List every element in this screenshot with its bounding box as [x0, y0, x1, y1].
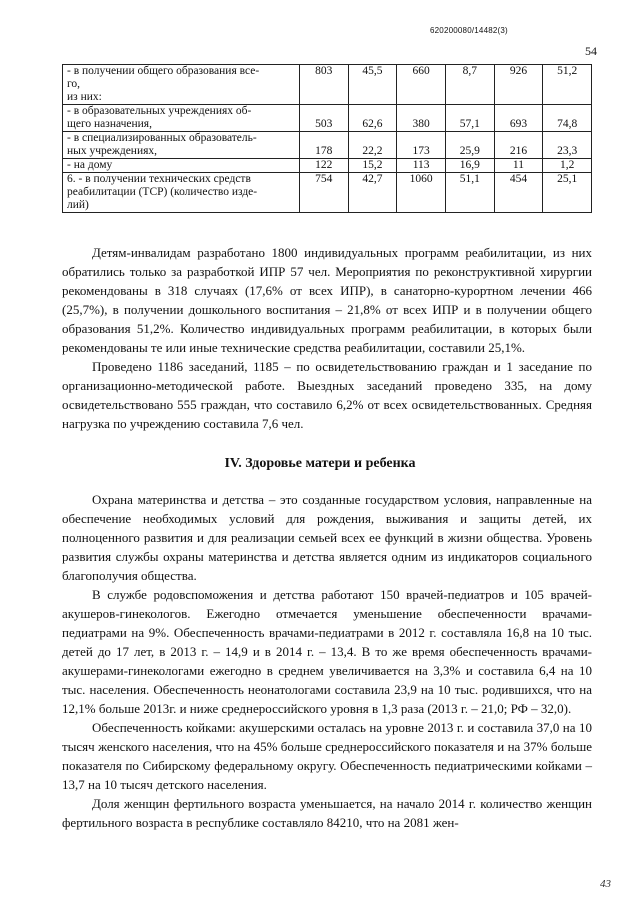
cell-value: 1,2 — [559, 159, 575, 171]
cell-value: 57,1 — [459, 118, 480, 130]
cell-spacer — [450, 132, 490, 145]
row-label — [63, 159, 300, 173]
table-row — [63, 132, 592, 159]
cell-spacer — [401, 132, 441, 145]
table-cell — [445, 173, 494, 213]
table-cell — [299, 159, 348, 173]
paragraph: Доля женщин фертильного возраста уменьшается, на начало 2014 г. количество женщин фертильного возраста в республике составляло 84210, что на 2081 жен- — [62, 796, 592, 830]
cell-spacer — [353, 132, 393, 145]
cell-value: 16,9 — [459, 159, 480, 171]
table-cell — [543, 105, 592, 132]
cell-value: 42,7 — [362, 173, 383, 185]
cell-value: 926 — [509, 65, 528, 77]
row-label — [63, 105, 300, 132]
table-cell — [397, 173, 446, 213]
cell-value: 62,6 — [362, 118, 383, 130]
table-cell — [494, 132, 543, 159]
table-cell — [494, 173, 543, 213]
table-cell — [494, 159, 543, 173]
cell-value: 51,1 — [459, 173, 480, 185]
table-row — [63, 105, 592, 132]
table-cell — [543, 132, 592, 159]
cell-spacer — [547, 105, 587, 118]
cell-value: 216 — [509, 145, 528, 157]
paragraph: Проведено 1186 заседаний, 1185 – по освидетельствованию граждан и 1 заседание по организационно-методической работе. Выездных заседаний проведено 335, на дому освидетельствовано 555 граждан, что составило 6,2% от всех освидетельствованных. Средняя нагрузка по учреждению составила 7,6 чел. — [62, 359, 592, 431]
corner-mark: 43 — [600, 878, 611, 890]
table-cell — [397, 105, 446, 132]
table-cell — [445, 132, 494, 159]
table-cell — [397, 65, 446, 105]
table-cell — [445, 159, 494, 173]
cell-value: 25,1 — [557, 173, 578, 185]
row-label-line: ных учреждениях, — [67, 145, 158, 157]
cell-spacer — [304, 105, 344, 118]
row-label — [63, 132, 300, 159]
paragraph: Охрана материнства и детства – это созданные государством условия, направленные на обеспечение необходимых условий для рождения, выживания и защиты детей, их полноценного развития и для реализации семьей всех ее функций в жизни общества. Уровень развития службы охраны материнства и детства является одним из индикаторов социального благополучия общества. — [62, 492, 592, 583]
row-label-line: - на дому — [67, 159, 113, 171]
cell-value: 803 — [315, 65, 333, 77]
cell-value: 74,8 — [557, 118, 578, 130]
cell-value: 22,2 — [362, 145, 383, 157]
cell-value: 380 — [412, 118, 430, 130]
table-cell — [348, 65, 397, 105]
statistics-table — [62, 64, 592, 213]
section-heading: IV. Здоровье матери и ребенка — [224, 456, 416, 471]
row-label-line: - в получении общего образования все- — [67, 65, 260, 77]
cell-value: 11 — [512, 159, 524, 171]
document-id: 620200080/14482(3) — [430, 26, 508, 35]
cell-value: 23,3 — [557, 145, 578, 157]
table-row — [63, 173, 592, 213]
section-rehabilitation — [62, 243, 592, 433]
row-label-line: из них: — [67, 91, 102, 103]
table-cell — [348, 132, 397, 159]
table-cell — [348, 173, 397, 213]
table-cell — [543, 65, 592, 105]
row-label-line: го, — [67, 78, 81, 90]
cell-value: 503 — [315, 118, 333, 130]
cell-spacer — [499, 132, 539, 145]
table-row — [63, 65, 592, 105]
cell-value: 51,2 — [557, 65, 578, 77]
table-cell — [445, 105, 494, 132]
table-cell — [397, 132, 446, 159]
table-cell — [348, 159, 397, 173]
cell-value: 25,9 — [459, 145, 480, 157]
paragraph: Обеспеченность койками: акушерскими осталась на уровне 2013 г. и составила 37,0 на 10 тысяч женского населения, что на 45% больше среднероссийского показателя и на 37% больше показателя по Сибирскому федеральному округу. Обеспеченность педиатрическими койками – 13,7 на 10 тысяч детского населения. — [62, 720, 592, 792]
cell-spacer — [547, 132, 587, 145]
page-number: 54 — [585, 44, 597, 58]
table-cell — [299, 105, 348, 132]
table-cell — [348, 105, 397, 132]
cell-value: 122 — [315, 159, 333, 171]
section-maternal-health — [62, 490, 592, 832]
row-label-line: - в специализированных образователь- — [67, 132, 257, 144]
table-cell — [299, 65, 348, 105]
row-label-line: 6. - в получении технических средств — [67, 173, 251, 185]
cell-value: 8,7 — [462, 65, 477, 77]
cell-spacer — [304, 132, 344, 145]
table-cell — [543, 173, 592, 213]
row-label-line: реабилитации (ТСР) (количество изде- — [67, 186, 258, 198]
table-cell — [397, 159, 446, 173]
cell-value: 178 — [315, 145, 333, 157]
cell-spacer — [401, 105, 441, 118]
table-cell — [494, 105, 543, 132]
table-cell — [494, 65, 543, 105]
cell-value: 173 — [412, 145, 430, 157]
cell-value: 45,5 — [362, 65, 383, 77]
cell-value: 113 — [412, 159, 430, 171]
table-cell — [445, 65, 494, 105]
table-row — [63, 159, 592, 173]
paragraph: В службе родовспоможения и детства работают 150 врачей-педиатров и 105 врачей-акушеров-гинекологов. Ежегодно отмечается уменьшение обеспеченности врачами-педиатрами на 9%. Обеспеченность врачами-педиатрами в 2012 г. составляла 16,8 на 10 тыс. детей до 17 лет, в 2013 г. – 14,9 и в 2014 г. – 13,4. В то же время обеспеченность врачами-акушерами-гинекологами ежегодно в среднем увеличивается на 3,3% и составила 6,4 на 10 тыс. населения. Обеспеченность неонатологами составила 23,9 на 10 тыс. родившихся, что на 12,1% больше 2013г. и ниже среднероссийского уровня в 1,3 раза (2013 г. – 21,0; РФ – 32,0). — [62, 587, 592, 716]
cell-value: 454 — [509, 173, 528, 185]
row-label — [63, 173, 300, 213]
row-label-line: - в образовательных учреждениях об- — [67, 105, 252, 117]
cell-spacer — [450, 105, 490, 118]
cell-value: 660 — [412, 65, 430, 77]
row-label — [63, 65, 300, 105]
cell-spacer — [499, 105, 539, 118]
cell-value: 1060 — [409, 173, 433, 185]
row-label-line: щего назначения, — [67, 118, 152, 130]
row-label-line: лий) — [67, 199, 89, 211]
paragraph: Детям-инвалидам разработано 1800 индивидуальных программ реабилитации, из них обратились только за разработкой ИПР 57 чел. Мероприятия по реконструктивной хирургии рекомендованы в 318 случаях (17,6% от всех ИПР), в санаторно-курортном лечении 466 (25,7%), в получении дошкольного воспитания – 21,8% от всех ИПР и в получении общего образования 51,2%. Количество индивидуальных программ реабилитации, в которых были рекомендованы те или иные технические средства реабилитации, составили 25,1%. — [62, 245, 592, 355]
table-cell — [299, 173, 348, 213]
table-cell — [299, 132, 348, 159]
table-cell — [543, 159, 592, 173]
cell-value: 15,2 — [362, 159, 383, 171]
cell-spacer — [353, 105, 393, 118]
cell-value: 754 — [315, 173, 333, 185]
cell-value: 693 — [509, 118, 528, 130]
